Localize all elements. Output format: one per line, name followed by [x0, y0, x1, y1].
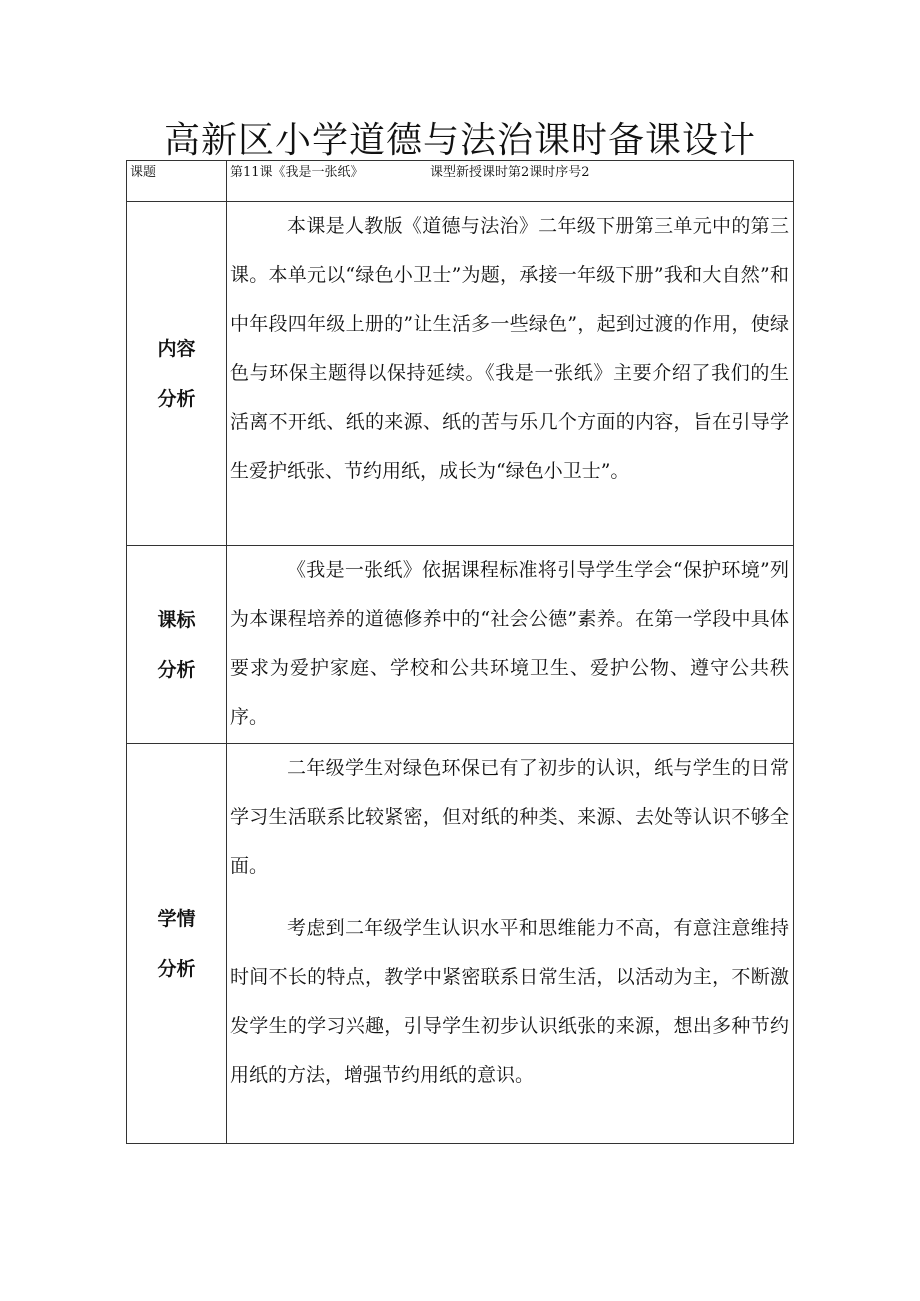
header-info-cell	[227, 161, 794, 202]
page-title: 高新区小学道德与法治课时备课设计	[163, 120, 756, 161]
student-analysis-paragraph-1: 二年级学生对绿色环保已有了初步的认识，纸与学生的日常学习生活联系比较紧密，但对纸的种类、来源、去处等认识不够全面。	[230, 757, 789, 877]
student-analysis-paragraph-2: 考虑到二年级学生认识水平和思维能力不高，有意注意维持时间不长的特点，教学中紧密联系日常生活，以活动为主，不断激发学生的学习兴趣，引导学生初步认识纸张的来源，想出多种节约用纸的方法，增强节约用纸的意识。	[230, 917, 789, 1086]
student-analysis-label-line1: 学情	[157, 907, 196, 930]
student-analysis-row	[127, 744, 794, 1144]
content-analysis-label-line1: 内容	[157, 337, 196, 360]
curriculum-analysis-row	[127, 546, 794, 744]
curriculum-analysis-paragraph: 《我是一张纸》依据课程标准将引导学生学会“保护环境”列为本课程培养的道德修养中的“社会公德”素养。在第一学段中具体要求为爱护家庭、学校和公共环境卫生、爱护公物、遵守公共秩序。	[230, 559, 789, 728]
header-label: 课题	[130, 165, 157, 180]
header-label-cell	[127, 161, 227, 202]
student-analysis-label	[127, 744, 227, 1144]
lesson-title: 第11课《我是一张纸》	[230, 165, 364, 180]
content-analysis-row	[127, 202, 794, 546]
curriculum-analysis-label	[127, 546, 227, 744]
curriculum-analysis-label-line2: 分析	[157, 658, 196, 681]
content-analysis-label	[127, 202, 227, 546]
header-row	[127, 161, 794, 202]
content-analysis-paragraph: 本课是人教版《道德与法治》二年级下册第三单元中的第三课。本单元以“绿色小卫士”为题，承接一年级下册”我和大自然”和中年段四年级上册的”让生活多一些绿色”，起到过渡的作用，使绿色与环保主题得以保持延续。《我是一张纸》主要介绍了我们的生活离不开纸、纸的来源、纸的苦与乐几个方面的内容，旨在引导学生爱护纸张、节约用纸，成长为“绿色小卫士”。	[230, 215, 789, 482]
curriculum-analysis-text-cell	[227, 546, 794, 744]
content-analysis-label-line2: 分析	[157, 387, 196, 410]
content-analysis-text-cell	[227, 202, 794, 546]
lesson-plan-table	[126, 160, 794, 1144]
curriculum-analysis-label-line1: 课标	[157, 608, 196, 631]
student-analysis-label-line2: 分析	[157, 957, 196, 980]
student-analysis-text-cell	[227, 744, 794, 1144]
lesson-type-info: 课型新授课时第2课时序号2	[430, 165, 590, 180]
